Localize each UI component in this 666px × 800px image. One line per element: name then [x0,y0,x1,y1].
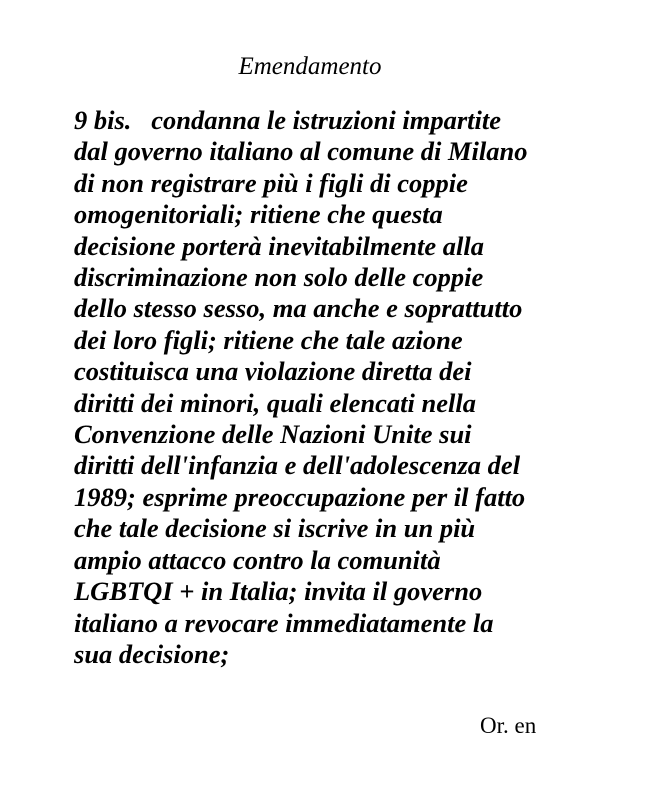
document-title: Emendamento [238,53,382,80]
amendment-line: 1989; esprime preoccupazione per il fatto [74,481,526,512]
amendment-line: decisione porterà inevitabilmente alla [74,230,484,261]
amendment-line: dal governo italiano al comune di Milano [74,136,528,167]
amendment-line: Convenzione delle Nazioni Unite sui [74,419,472,450]
amendment-line: diritti dell'infanzia e dell'adolescenza del [74,450,521,481]
amendment-line: di non registrare più i figli di coppie [74,167,468,198]
amendment-line: dello stesso sesso, ma anche e soprattutto [74,293,523,324]
amendment-line: che tale decisione si iscrive in un più [74,513,476,544]
amendment-line: italiano a revocare immediatamente la [74,607,494,638]
amendment-line: discriminazione non solo delle coppie [74,262,484,293]
amendment-line: diritti dei minori, quali elencati nella [74,387,476,418]
amendment-line: costituisca una violazione diretta dei [74,356,472,387]
amendment-line: ampio attacco contro la comunità [74,544,441,575]
amendment-line: 9 bis. condanna le istruzioni impartite [74,105,502,135]
amendment-line: dei loro figli; ritiene che tale azione [74,324,463,355]
amendment-line: sua decisione; [74,638,230,669]
amendment-text [74,105,574,670]
amendment-line: omogenitoriali; ritiene che questa [74,199,443,230]
language-note: Or. en [480,713,537,738]
amendment-line: LGBTQI + in Italia; invita il governo [74,576,483,607]
